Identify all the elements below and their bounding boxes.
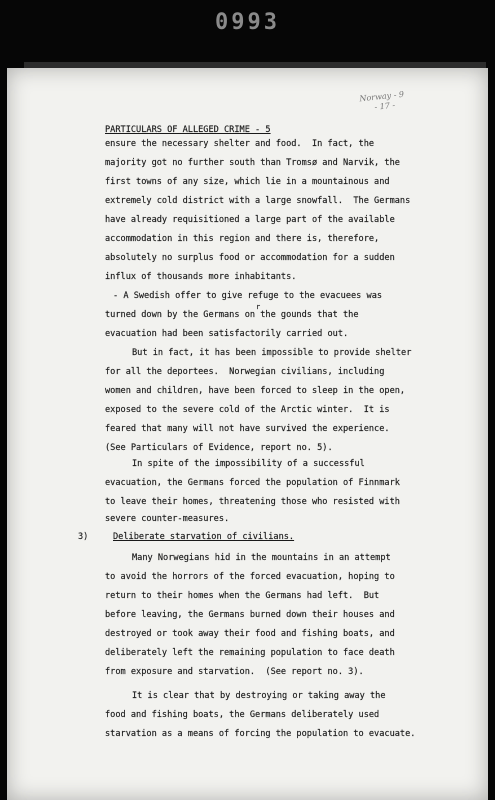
insertion-mark: r xyxy=(256,303,261,311)
text-line: accommodation in this region and there is, therefore, xyxy=(105,234,380,244)
text-line: majority got no further south than Tromsø and Narvik, the xyxy=(105,158,400,168)
text-line: women and children, have been forced to sleep in the open, xyxy=(105,386,406,396)
text-line: Many Norwegians hid in the mountains in an attempt xyxy=(132,553,391,563)
text-line: exposed to the severe cold of the Arctic winter. It is xyxy=(105,405,390,415)
section-title: Deliberate starvation of civilians. xyxy=(113,532,295,542)
text-line: destroyed or took away their food and fishing boats, and xyxy=(105,629,395,639)
text-line: food and fishing boats, the Germans deliberately used xyxy=(105,710,380,720)
margin-note-line: Norway - 9 xyxy=(359,89,405,104)
text-line: to leave their homes, threatening those who resisted with xyxy=(105,497,400,507)
text-line: evacuation had been satisfactorily carried out. xyxy=(105,329,349,339)
text-line: deliberately left the remaining population to face death xyxy=(105,648,395,658)
text-line: to avoid the horrors of the forced evacuation, hoping to xyxy=(105,572,395,582)
frame-number: 0993 xyxy=(215,10,280,35)
text-line: absolutely no surplus food or accommodation for a sudden xyxy=(105,253,395,263)
text-line: severe counter-measures. xyxy=(105,514,230,524)
text-line: feared that many will not have survived the experience. xyxy=(105,424,390,434)
text-line: (See Particulars of Evidence, report no. 5). xyxy=(105,443,333,453)
text-line: from exposure and starvation. (See report no. 3). xyxy=(105,667,364,677)
page-heading: PARTICULARS OF ALLEGED CRIME - 5 xyxy=(105,125,271,135)
text-line: influx of thousands more inhabitants. xyxy=(105,272,297,282)
text-line: But in fact, it has been impossible to provide shelter xyxy=(132,348,412,358)
text-line: have already requisitioned a large part of the available xyxy=(105,215,395,225)
text-line: - A Swedish offer to give refuge to the evacuees was xyxy=(113,291,383,301)
section-number: 3) xyxy=(78,532,89,542)
text-line: turned down by the Germans on the gounds that the xyxy=(105,310,359,320)
text-line: In spite of the impossibility of a successful xyxy=(132,459,365,469)
text-line: return to their homes when the Germans had left. But xyxy=(105,591,380,601)
text-line: starvation as a means of forcing the population to evacuate. xyxy=(105,729,416,739)
text-line: before leaving, the Germans burned down their houses and xyxy=(105,610,395,620)
text-line: first towns of any size, which lie in a mountainous and xyxy=(105,177,390,187)
text-line: extremely cold district with a large snowfall. The Germans xyxy=(105,196,411,206)
text-line: evacuation, the Germans forced the population of Finnmark xyxy=(105,478,400,488)
margin-note-line: - 17 - xyxy=(374,100,396,112)
text-line: It is clear that by destroying or taking away the xyxy=(132,691,386,701)
text-line: ensure the necessary shelter and food. In fact, the xyxy=(105,139,375,149)
text-line: for all the deportees. Norwegian civilians, including xyxy=(105,367,385,377)
